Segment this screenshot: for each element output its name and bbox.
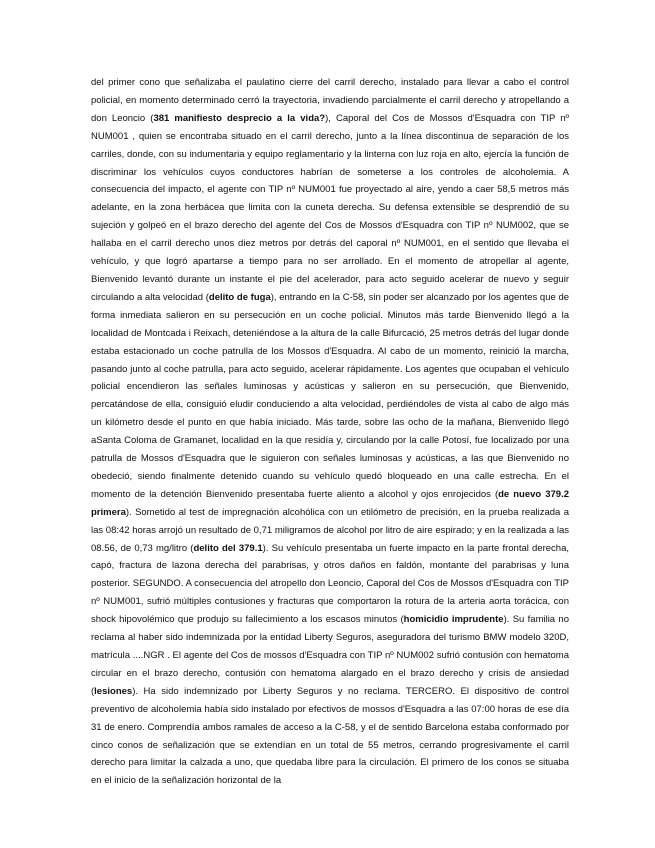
text-run: ). Su vehículo presentaba un fuerte impacto en la parte frontal derecha, capó, fractura de lazona derecha del parabrisas, y otros daños en faldón, montante del parabrisas y luna posterior. SEGUNDO. A consecuencia del atropello don Leoncio, Caporal del Cos de Mossos d'Esquadra con TIP nº NUM001, sufrió múltiples contusiones y fracturas que comportaron la rotura de la arteria aorta torácica, con shock hipovolémico que produjo su fallecimiento a los escasos minutos ( xyxy=(91,542,569,626)
bold-annotation: delito de fuga xyxy=(208,291,271,303)
text-run: ), entrando en la C-58, sin poder ser alcanzado por los agentes que de forma inmediata salieron en su persecución en un coche policial. Minutos más tarde Bienvenido llegó a la localidad de Montcada i Reixach, deteniéndose a la altura de la calle Bifurcació, 25 metros detrás del lugar donde estaba estacionado un coche patrulla de los Mossos d'Esquadra. Al cabo de un momento, reinició la marcha, pasando junto al coche patrulla, para acto seguido, acelerar rápidamente. Los agentes que ocupaban el vehículo policial encendieron las señales luminosas y acústicas y salieron en su persecución, que Bienvenido, percatándose de ella, consiguió eludir conduciendo a alta velocidad, perdiéndoles de vista al cabo de algo más un kilómetro desde el punto en que había iniciado. Más tarde, sobre las ocho de la mañana, Bienvenido llegó aSanta Coloma de Gramanet, localidad en la que residía y, circulando por la calle Potosí, fue localizado por una patrulla de Mossos d'Esquadra que le siguieron con señales luminosas y acústicas, a las que Bienvenido no obedeció, siendo finalmente detenido cuando su vehículo quedó bloqueado en una calle estrecha. En el momento de la detención Bienvenido presentaba fuerte aliento a alcohol y ojos enrojecidos ( xyxy=(91,291,570,500)
bold-annotation: lesiones xyxy=(94,685,133,697)
text-run: ), Caporal del Cos de Mossos d'Esquadra con TIP nº NUM001 , quien se encontraba situado en el carril derecho, junto a la línea discontinua de separación de los carriles, donde, con su indumentaria y equipo reglamentario y la linterna con luz roja en alto, ejercía la función de discriminar los vehículos cuyos conductores habrían de someterse a los controles de alcoholemia. A consecuencia del impacto, el agente con TIP nº NUM001 fue proyectado al aire, yendo a caer 58,5 metros más adelante, en la zona herbácea que limita con la cuneta derecha. Su defensa extensible se desprendió de su sujeción y golpeó en el brazo derecho del agente del Cos de Mossos d'Esquadra con TIP nº NUM002, que se hallaba en el carril derecho unos diez metros por detrás del caporal nº NUM001, en el sentido que llevaba el vehículo, y que logró apartarse a tiempo para no ser arrollado. En el momento de atropellar al agente, Bienvenido levantó durante un instante el pie del acelerador, para acto seguido acelerar de nuevo y seguir circulando a alta velocidad ( xyxy=(91,112,569,303)
bold-annotation: homicidio imprudente xyxy=(403,614,504,626)
bold-annotation: 381 manifiesto desprecio a la vida? xyxy=(153,112,326,124)
text-run: ). Ha sido indemnizado por Liberty Seguros y no reclama. TERCERO. El dispositivo de control preventivo de alcoholemia había sido instalado por efectivos de mossos d'Esquadra a las 07:00 horas de ese día 31 de enero. Comprendía ambos ramales de acceso a la C-58, y el de sentido Barcelona estaba conformado por cinco conos de señalización que se extendían en un total de 55 metros, cerrando progresivamente el carril derecho para limitar la calzada a uno, que quedaba libre para la circulación. El primero de los conos se situaba en el inicio de la señalización horizontal de la xyxy=(91,685,569,787)
text-run: ). Su familia no reclama al haber sido indemnizada por la entidad Liberty Seguros, aseguradora del turismo BMW modelo 320D, matrícula ....NGR . El agente del Cos de mossos d'Esquadra con TIP nº NUM002 sufrió contusión con hematoma circular en el brazo derecho, contusión con hematoma alargado en el brazo derecho y crisis de ansiedad ( xyxy=(91,614,569,697)
document-page xyxy=(91,74,569,790)
text-run: del primer cono que señalizaba el paulatino cierre del carril derecho, instalado para llevar a cabo el control policial, en momento determinado cerró la trayectoria, invadiendo parcialmente el carril derecho y atropellando a don Leoncio ( xyxy=(91,77,569,124)
body-paragraph xyxy=(91,74,569,790)
bold-annotation: de nuevo 379.2 primera xyxy=(91,488,569,518)
text-run: ). Sometido al test de impregnación alcohólica con un etilómetro de precisión, en la prueba realizada a las 08:42 horas arrojó un resultado de 0,71 miligramos de alcohol por litro de aire espirado; y en la realizada a las 08.56, de 0,73 mg/litro ( xyxy=(91,506,569,554)
bold-annotation: delito del 379.1 xyxy=(193,542,263,554)
